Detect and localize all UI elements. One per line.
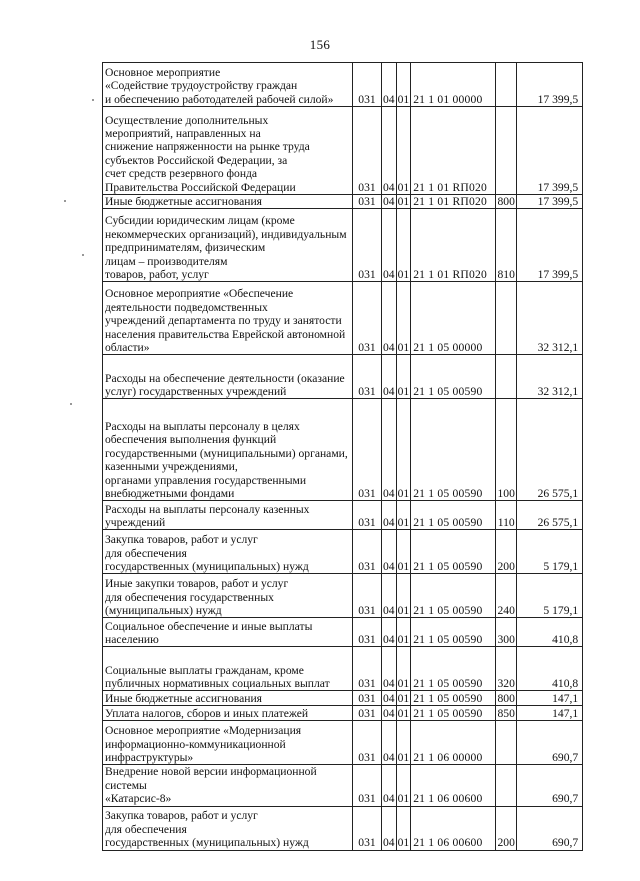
item-name-line: лицам – производителям xyxy=(105,254,228,268)
target-item-code-cell: 21 1 05 00590 xyxy=(411,691,496,706)
item-name-cell xyxy=(103,765,353,806)
section-code-cell: 04 xyxy=(383,692,395,705)
item-name-line: предпринимателям, физическим xyxy=(105,241,266,255)
item-name-line: государственными (муниципальными) органами, xyxy=(105,446,348,460)
section-code-cell: 04 xyxy=(382,530,397,574)
subsection-code-cell: 01 xyxy=(396,399,411,501)
item-name-line: населения правительства Еврейской автономной области» xyxy=(105,327,346,354)
item-name-line: Внедрение новой версии информационной системы xyxy=(105,765,317,792)
ministry-code-cell: 031 xyxy=(353,806,382,850)
item-name-line: для обеспечения xyxy=(105,546,187,560)
item-name-line: Иные бюджетные ассигнования xyxy=(105,195,262,208)
scan-speck xyxy=(92,99,94,101)
ministry-code-cell: 031 xyxy=(353,706,382,721)
ministry-code-cell: 031 xyxy=(353,618,382,647)
subsection-code-cell: 01 xyxy=(396,574,411,618)
item-name-line: для обеспечения государственных xyxy=(105,590,274,604)
item-name-line: Иные закупки товаров, работ и услуг xyxy=(105,577,289,591)
target-item-code-cell: 21 1 01 00000 xyxy=(411,63,496,107)
section-code-cell: 04 xyxy=(382,618,397,647)
ministry-code-cell: 031 xyxy=(353,63,382,107)
ministry-code-cell: 031 xyxy=(353,574,382,618)
target-item-code-cell: 21 1 06 00600 xyxy=(411,765,496,806)
amount-cell: 690,7 xyxy=(517,721,583,765)
item-name-line: органами управления государственными внебюджетными фондами xyxy=(105,473,307,500)
item-name-cell xyxy=(103,530,353,574)
expense-type-code-cell: 200 xyxy=(496,806,517,850)
scan-speck xyxy=(64,200,66,202)
ministry-code-cell: 031 xyxy=(353,765,382,806)
ministry-code-cell: 031 xyxy=(353,721,382,765)
item-name-line: для обеспечения xyxy=(105,822,187,836)
subsection-code-cell: 01 xyxy=(396,501,411,530)
subsection-code-cell: 01 xyxy=(396,209,411,282)
expense-type-code-cell: 240 xyxy=(496,574,517,618)
ministry-code-cell: 031 xyxy=(353,501,382,530)
table-row xyxy=(103,355,583,399)
amount-cell: 690,7 xyxy=(517,806,583,850)
item-name-line: Закупка товаров, работ и услуг xyxy=(105,809,258,823)
amount-cell: 32 312,1 xyxy=(517,355,583,399)
section-code-cell: 04 xyxy=(382,209,397,282)
ministry-code-cell: 031 xyxy=(353,530,382,574)
table-row xyxy=(103,618,583,647)
item-name-cell xyxy=(103,618,353,647)
target-item-code-cell: 21 1 01 RП020 xyxy=(411,195,496,209)
item-name-line: счет средств резервного фонда xyxy=(105,167,258,181)
section-code-cell: 04 xyxy=(382,806,397,850)
item-name-line: инфраструктуры» xyxy=(105,751,194,764)
section-code-cell: 04 xyxy=(382,282,397,355)
target-item-code-cell: 21 1 05 00590 xyxy=(411,399,496,501)
amount-cell: 26 575,1 xyxy=(517,399,583,501)
section-code-cell: 04 xyxy=(382,355,397,399)
table-row xyxy=(103,765,583,806)
ministry-code-cell: 031 xyxy=(353,282,382,355)
amount-cell: 17 399,5 xyxy=(517,63,583,107)
item-name-line: учреждений департамента по труду и занятости xyxy=(105,314,342,328)
table-row xyxy=(103,63,583,107)
expense-type-code-cell: 300 xyxy=(496,618,517,647)
table-row xyxy=(103,399,583,501)
item-name-line: государственных (муниципальных) нужд xyxy=(105,836,309,850)
item-name-line: Иные бюджетные ассигнования xyxy=(105,692,262,705)
table-row xyxy=(103,721,583,765)
item-name-cell xyxy=(103,399,353,501)
target-item-code-cell: 21 1 05 00590 xyxy=(411,706,496,721)
expense-type-code-cell: 850 xyxy=(497,707,515,720)
target-item-code-cell: 21 1 05 00000 xyxy=(411,282,496,355)
item-name-line: Расходы на выплаты персоналу казенных учреждений xyxy=(105,502,310,529)
item-name-cell xyxy=(103,691,353,706)
item-name-line: информационно-коммуникационной xyxy=(105,737,286,751)
table-row xyxy=(103,574,583,618)
table-row xyxy=(103,530,583,574)
target-item-code-cell: 21 1 05 00590 xyxy=(411,530,496,574)
item-name-cell xyxy=(103,721,353,765)
target-item-code-cell: 21 1 05 00590 xyxy=(411,574,496,618)
section-code-cell: 04 xyxy=(382,647,397,691)
item-name-cell xyxy=(103,195,353,209)
amount-cell: 32 312,1 xyxy=(517,282,583,355)
expense-type-code-cell: 320 xyxy=(496,647,517,691)
subsection-code-cell: 01 xyxy=(396,282,411,355)
target-item-code-cell: 21 1 05 00590 xyxy=(411,647,496,691)
section-code-cell: 04 xyxy=(383,707,395,720)
table-row xyxy=(103,195,583,209)
item-name-cell xyxy=(103,806,353,850)
item-name-line: Расходы на обеспечение деятельности (оказание xyxy=(105,371,345,385)
target-item-code-cell: 21 1 05 00590 xyxy=(411,618,496,647)
item-name-cell xyxy=(103,647,353,691)
item-name-line: Субсидии юридическим лицам (кроме xyxy=(105,214,295,228)
expense-type-code-cell: 800 xyxy=(497,692,515,705)
subsection-code-cell: 01 xyxy=(397,195,410,208)
section-code-cell: 04 xyxy=(383,195,395,208)
subsection-code-cell: 01 xyxy=(397,707,410,720)
table-row xyxy=(103,691,583,706)
subsection-code-cell: 01 xyxy=(396,721,411,765)
item-name-line: Основное мероприятие «Обеспечение xyxy=(105,287,294,301)
section-code-cell: 04 xyxy=(382,107,397,195)
item-name-line: Социальное обеспечение и иные выплаты xyxy=(105,619,313,633)
subsection-code-cell: 01 xyxy=(396,530,411,574)
scan-speck xyxy=(70,403,72,405)
item-name-cell xyxy=(103,501,353,530)
target-item-code-cell: 21 1 01 RП020 xyxy=(411,107,496,195)
subsection-code-cell: 01 xyxy=(396,618,411,647)
target-item-code-cell: 21 1 06 00000 xyxy=(411,721,496,765)
expense-type-code-cell xyxy=(496,721,517,765)
ministry-code-cell: 031 xyxy=(353,107,382,195)
item-name-line: государственных (муниципальных) нужд xyxy=(105,560,309,573)
table-row xyxy=(103,501,583,530)
item-name-line: Закупка товаров, работ и услуг xyxy=(105,533,258,547)
subsection-code-cell: 01 xyxy=(396,806,411,850)
table-row xyxy=(103,282,583,355)
item-name-cell xyxy=(103,209,353,282)
section-code-cell: 04 xyxy=(382,399,397,501)
item-name-line: Социальные выплаты гражданам, кроме xyxy=(105,663,304,677)
item-name-line: (муниципальных) нужд xyxy=(105,604,222,617)
item-name-cell xyxy=(103,706,353,721)
table-row xyxy=(103,107,583,195)
expense-type-code-cell xyxy=(496,282,517,355)
ministry-code-cell: 031 xyxy=(353,399,382,501)
table-row xyxy=(103,209,583,282)
item-name-line: публичных нормативных социальных выплат xyxy=(105,677,330,690)
item-name-line: Уплата налогов, сборов и иных платежей xyxy=(105,707,309,720)
item-name-line: субъектов Российской Федерации, за xyxy=(105,153,288,167)
item-name-line: Правительства Российской Федерации xyxy=(105,180,296,194)
table-row xyxy=(103,706,583,721)
section-code-cell: 04 xyxy=(382,721,397,765)
expense-type-code-cell: 800 xyxy=(497,195,515,208)
expense-type-code-cell xyxy=(496,765,517,806)
expense-type-code-cell: 200 xyxy=(496,530,517,574)
ministry-code-cell: 031 xyxy=(353,691,382,706)
page-number: 156 xyxy=(309,37,331,52)
item-name-line: «Катарсис-8» xyxy=(105,792,172,806)
amount-cell: 147,1 xyxy=(517,706,583,721)
amount-cell: 410,8 xyxy=(517,647,583,691)
item-name-line: некоммерческих организаций), индивидуальным xyxy=(105,227,347,241)
table-row xyxy=(103,806,583,850)
amount-cell: 26 575,1 xyxy=(517,501,583,530)
expense-type-code-cell xyxy=(496,63,517,107)
subsection-code-cell: 01 xyxy=(396,647,411,691)
expense-type-code-cell: 810 xyxy=(496,209,517,282)
item-name-line: товаров, работ, услуг xyxy=(105,268,209,281)
expense-type-code-cell: 110 xyxy=(496,501,517,530)
amount-cell: 410,8 xyxy=(517,618,583,647)
item-name-line: мероприятий, направленных на xyxy=(105,126,261,140)
subsection-code-cell: 01 xyxy=(396,765,411,806)
target-item-code-cell: 21 1 06 00600 xyxy=(411,806,496,850)
target-item-code-cell: 21 1 05 00590 xyxy=(411,355,496,399)
item-name-line: деятельности подведомственных xyxy=(105,300,268,314)
item-name-line: услуг) государственных учреждений xyxy=(105,385,287,398)
section-code-cell: 04 xyxy=(382,501,397,530)
table-row xyxy=(103,647,583,691)
scan-speck xyxy=(82,254,84,256)
amount-cell: 5 179,1 xyxy=(517,574,583,618)
item-name-line: «Содействие трудоустройству граждан xyxy=(105,79,298,93)
subsection-code-cell: 01 xyxy=(397,692,410,705)
item-name-line: Осуществление дополнительных xyxy=(105,113,269,127)
amount-cell: 690,7 xyxy=(517,765,583,806)
section-code-cell: 04 xyxy=(382,765,397,806)
amount-cell: 147,1 xyxy=(517,691,583,706)
item-name-cell xyxy=(103,574,353,618)
amount-cell: 17 399,5 xyxy=(517,209,583,282)
item-name-cell xyxy=(103,282,353,355)
item-name-cell xyxy=(103,63,353,107)
amount-cell: 17 399,5 xyxy=(517,107,583,195)
section-code-cell: 04 xyxy=(382,574,397,618)
amount-cell: 5 179,1 xyxy=(517,530,583,574)
subsection-code-cell: 01 xyxy=(396,355,411,399)
item-name-line: Основное мероприятие «Модернизация xyxy=(105,724,302,738)
item-name-line: и обеспечению работодателей рабочей силой» xyxy=(105,92,334,106)
table-body xyxy=(103,63,583,851)
ministry-code-cell: 031 xyxy=(353,355,382,399)
item-name-cell xyxy=(103,355,353,399)
amount-cell: 17 399,5 xyxy=(517,195,583,209)
budget-table xyxy=(102,62,583,851)
expense-type-code-cell xyxy=(496,107,517,195)
item-name-line: Основное мероприятие xyxy=(105,65,221,79)
expense-type-code-cell xyxy=(496,355,517,399)
item-name-line: Расходы на выплаты персоналу в целях xyxy=(105,419,300,433)
target-item-code-cell: 21 1 05 00590 xyxy=(411,501,496,530)
ministry-code-cell: 031 xyxy=(353,195,382,209)
subsection-code-cell: 01 xyxy=(396,63,411,107)
item-name-line: населению xyxy=(105,633,159,646)
ministry-code-cell: 031 xyxy=(353,647,382,691)
target-item-code-cell: 21 1 01 RП020 xyxy=(411,209,496,282)
ministry-code-cell: 031 xyxy=(353,209,382,282)
expense-type-code-cell: 100 xyxy=(496,399,517,501)
item-name-line: снижение напряженности на рынке труда xyxy=(105,140,310,154)
item-name-cell xyxy=(103,107,353,195)
item-name-line: обеспечения выполнения функций xyxy=(105,433,277,447)
section-code-cell: 04 xyxy=(382,63,397,107)
item-name-line: казенными учреждениями, xyxy=(105,460,238,474)
subsection-code-cell: 01 xyxy=(396,107,411,195)
